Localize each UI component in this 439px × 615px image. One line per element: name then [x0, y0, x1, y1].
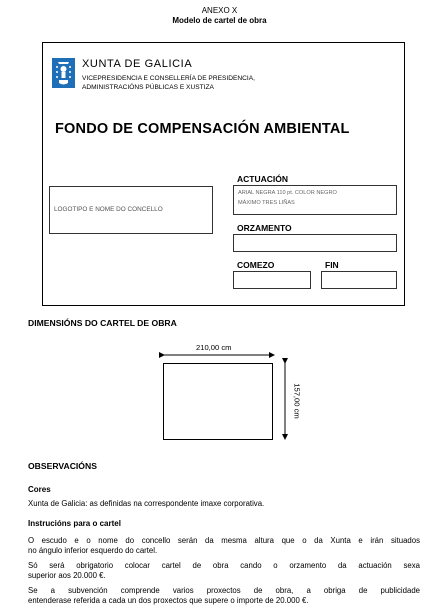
paragraph-line: Se a subvención comprende varios proxectos de obra, a obriga de publicidade	[28, 586, 420, 595]
instruction-paragraph	[28, 586, 420, 606]
paragraph-line: entenderase referida a cada un dos proxectos que supere o importe de 20.000 €.	[28, 596, 309, 605]
department-name	[82, 74, 255, 92]
instruction-paragraph	[28, 536, 420, 556]
paragraph-line: superior aos 20.000 €.	[28, 571, 106, 580]
fin-box	[321, 271, 397, 289]
actuacion-label: ACTUACIÓN	[237, 174, 288, 184]
fund-title: FONDO DE COMPENSACIÓN AMBIENTAL	[55, 121, 350, 137]
colors-text: Xunta de Galicia: as definidas na correspondente imaxe corporativa.	[28, 499, 265, 508]
actuacion-hint-line: ARIAL NEGRA 110 pt. COLOR NEGRO	[238, 190, 337, 196]
dimensions-heading: DIMENSIÓNS DO CARTEL DE OBRA	[28, 318, 177, 328]
annex-title: ANEXO X	[201, 6, 238, 15]
width-dimension-label: 210,00 cm	[196, 343, 232, 352]
xunta-brand-name: XUNTA DE GALICIA	[82, 58, 193, 70]
instruction-paragraph	[28, 561, 420, 581]
actuacion-hint-line: MÁXIMO TRES LIÑAS	[238, 200, 295, 206]
actuacion-hint	[238, 188, 337, 208]
fin-label: FIN	[325, 260, 339, 270]
orzamento-box	[233, 234, 397, 252]
paragraph-line: Só será obrigatorio colocar cartel de obra cando o orzamento da actuación sexa	[28, 561, 420, 570]
comezo-box	[233, 271, 311, 289]
sign-dimension-rectangle	[163, 363, 273, 440]
paragraph-line: no ángulo inferior esquerdo do cartel.	[28, 546, 158, 555]
galicia-crest-icon	[52, 58, 75, 88]
orzamento-label: ORZAMENTO	[237, 223, 292, 233]
colors-heading: Cores	[28, 485, 51, 494]
annex-subtitle: Modelo de cartel de obra	[172, 16, 267, 25]
comezo-label: COMEZO	[237, 260, 275, 270]
instructions-heading: Instrucións para o cartel	[28, 519, 121, 528]
municipal-logo-placeholder: LOGOTIPO E NOME DO CONCELLO	[54, 206, 163, 213]
paragraph-line: O escudo e o nome do concello serán da mesma altura que o da Xunta e irán situados	[28, 536, 420, 545]
height-dimension-label: 157,00 cm	[292, 383, 302, 419]
department-line: ADMINISTRACIÓNS PÚBLICAS E XUSTIZA	[82, 84, 214, 91]
observations-heading: OBSERVACIÓNS	[28, 461, 97, 471]
department-line: VICEPRESIDENCIA E CONSELLERÍA DE PRESIDENCIA,	[82, 75, 255, 82]
